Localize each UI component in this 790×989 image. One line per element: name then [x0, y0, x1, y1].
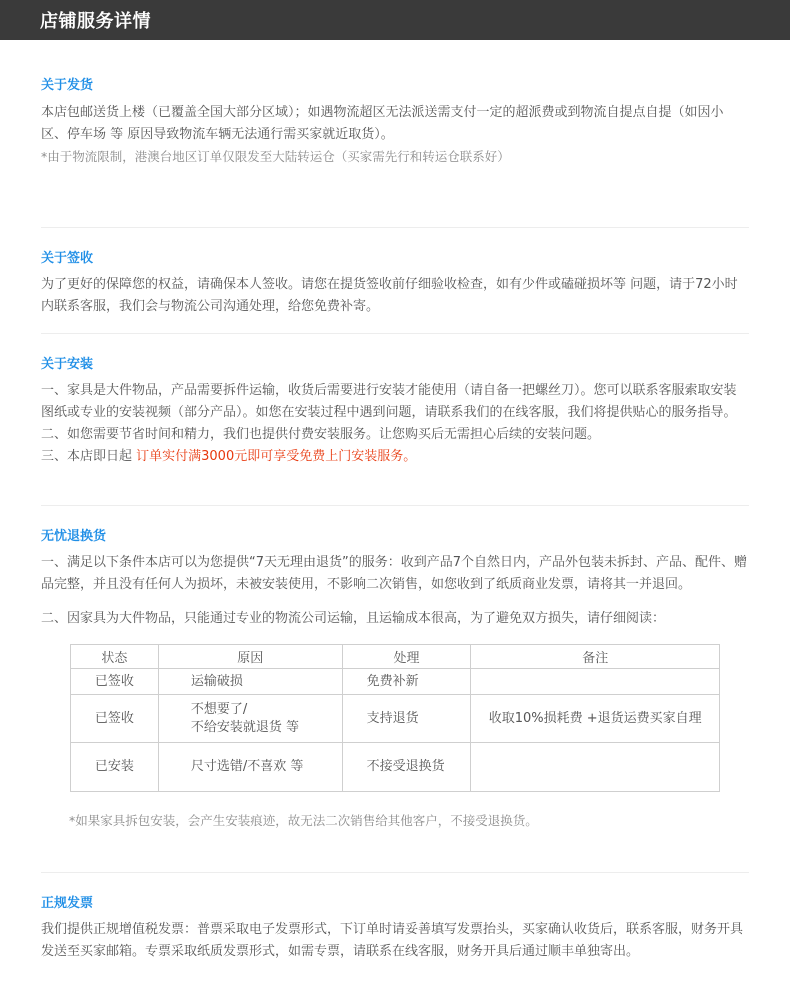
handling-cell: 免费补新: [342, 669, 471, 695]
remark-cell: [471, 743, 720, 792]
returns-title: 无忧退换货: [41, 529, 107, 544]
returns-paragraph-1: 一、满足以下条件本店可以为您提供“7天无理由退货”的服务：收到产品7个自然日内，产品外包装未拆封、产品、配件、赠品完整，并且没有任何人为损坏，未被安装使用，不影响二次销售，如您收到了纸质商业发票，请将其一并退回。: [41, 555, 748, 592]
free-install-highlight: 订单实付满3000元即可享受免费上门安装服务。: [136, 449, 417, 464]
install-title: 关于安装: [41, 357, 94, 372]
remark-cell: 收取10%损耗费 +退货运费买家自理: [471, 695, 720, 743]
table-row: [71, 743, 720, 792]
install-paragraph-3-prefix: 三、本店即日起: [41, 449, 137, 464]
table-header: 状态: [71, 645, 159, 669]
status-cell: 已签收: [71, 695, 159, 743]
table-header: 备注: [471, 645, 720, 669]
page-title: 店铺服务详情: [40, 11, 151, 32]
reason-cell: 不想要了/ 不给安装就退货 等: [158, 695, 342, 743]
reason-cell: 尺寸选错/不喜欢 等: [158, 743, 342, 792]
status-cell: 已签收: [71, 669, 159, 695]
table-header-row: [71, 645, 720, 669]
table-header: 处理: [342, 645, 471, 669]
table-row: [71, 669, 720, 695]
status-cell: 已安装: [71, 743, 159, 792]
table-header: 原因: [158, 645, 342, 669]
shipping-section: [41, 40, 749, 228]
receipt-text: 为了更好的保障您的权益，请确保本人签收。请您在提货签收前仔细验收检查，如有少件或磕碰损坏等 问题，请于72小时内联系客服，我们会与物流公司沟通处理，给您免费补寄。: [41, 277, 738, 314]
handling-cell: 支持退货: [342, 695, 471, 743]
returns-section: [41, 506, 749, 873]
page-header: [0, 0, 790, 40]
service-details: [0, 40, 790, 963]
returns-table: [70, 644, 720, 792]
install-paragraph-3: [41, 446, 749, 468]
receipt-section: [41, 228, 749, 334]
invoice-text: 我们提供正规增值税发票：普票采取电子发票形式，下订单时请妥善填写发票抬头，买家确认收货后，联系客服，财务开具发送至买家邮箱。专票采取纸质发票形式，如需专票，请联系在线客服，财务开具后通过顺丰单独寄出。: [41, 922, 744, 959]
reason-cell: 运输破损: [158, 669, 342, 695]
shipping-note: *由于物流限制，港澳台地区订单仅限发至大陆转运仓（买家需先行和转运仓联系好）: [41, 149, 510, 164]
returns-note: *如果家具拆包安装，会产生安装痕迹，故无法二次销售给其他客户，不接受退换货。: [69, 813, 538, 828]
install-paragraph-2: 二、如您需要节省时间和精力，我们也提供付费安装服务。让您购买后无需担心后续的安装问题。: [41, 427, 601, 442]
remark-cell: [471, 669, 720, 695]
invoice-section: [41, 873, 749, 963]
install-paragraph-1: 一、家具是大件物品，产品需要拆件运输，收货后需要进行安装才能使用（请自备一把螺丝刀）。您可以联系客服索取安装图纸或专业的安装视频（部分产品）。如您在安装过程中遇到问题，请联系我们的在线客服，我们将提供贴心的服务指导。: [41, 383, 737, 420]
table-row: [71, 695, 720, 743]
shipping-text: 本店包邮送货上楼（已覆盖全国大部分区域）；如遇物流超区无法派送需支付一定的超派费或到物流自提点自提（如因小区、停车场 等 原因导致物流车辆无法通行需买家就近取货）。: [41, 105, 724, 142]
install-section: [41, 334, 749, 506]
invoice-title: 正规发票: [41, 896, 94, 911]
returns-paragraph-2: 二、因家具为大件物品，只能通过专业的物流公司运输，且运输成本很高，为了避免双方损失，请仔细阅读：: [41, 611, 666, 626]
handling-cell: 不接受退换货: [342, 743, 471, 792]
receipt-title: 关于签收: [41, 251, 94, 266]
shipping-title: 关于发货: [41, 78, 94, 93]
